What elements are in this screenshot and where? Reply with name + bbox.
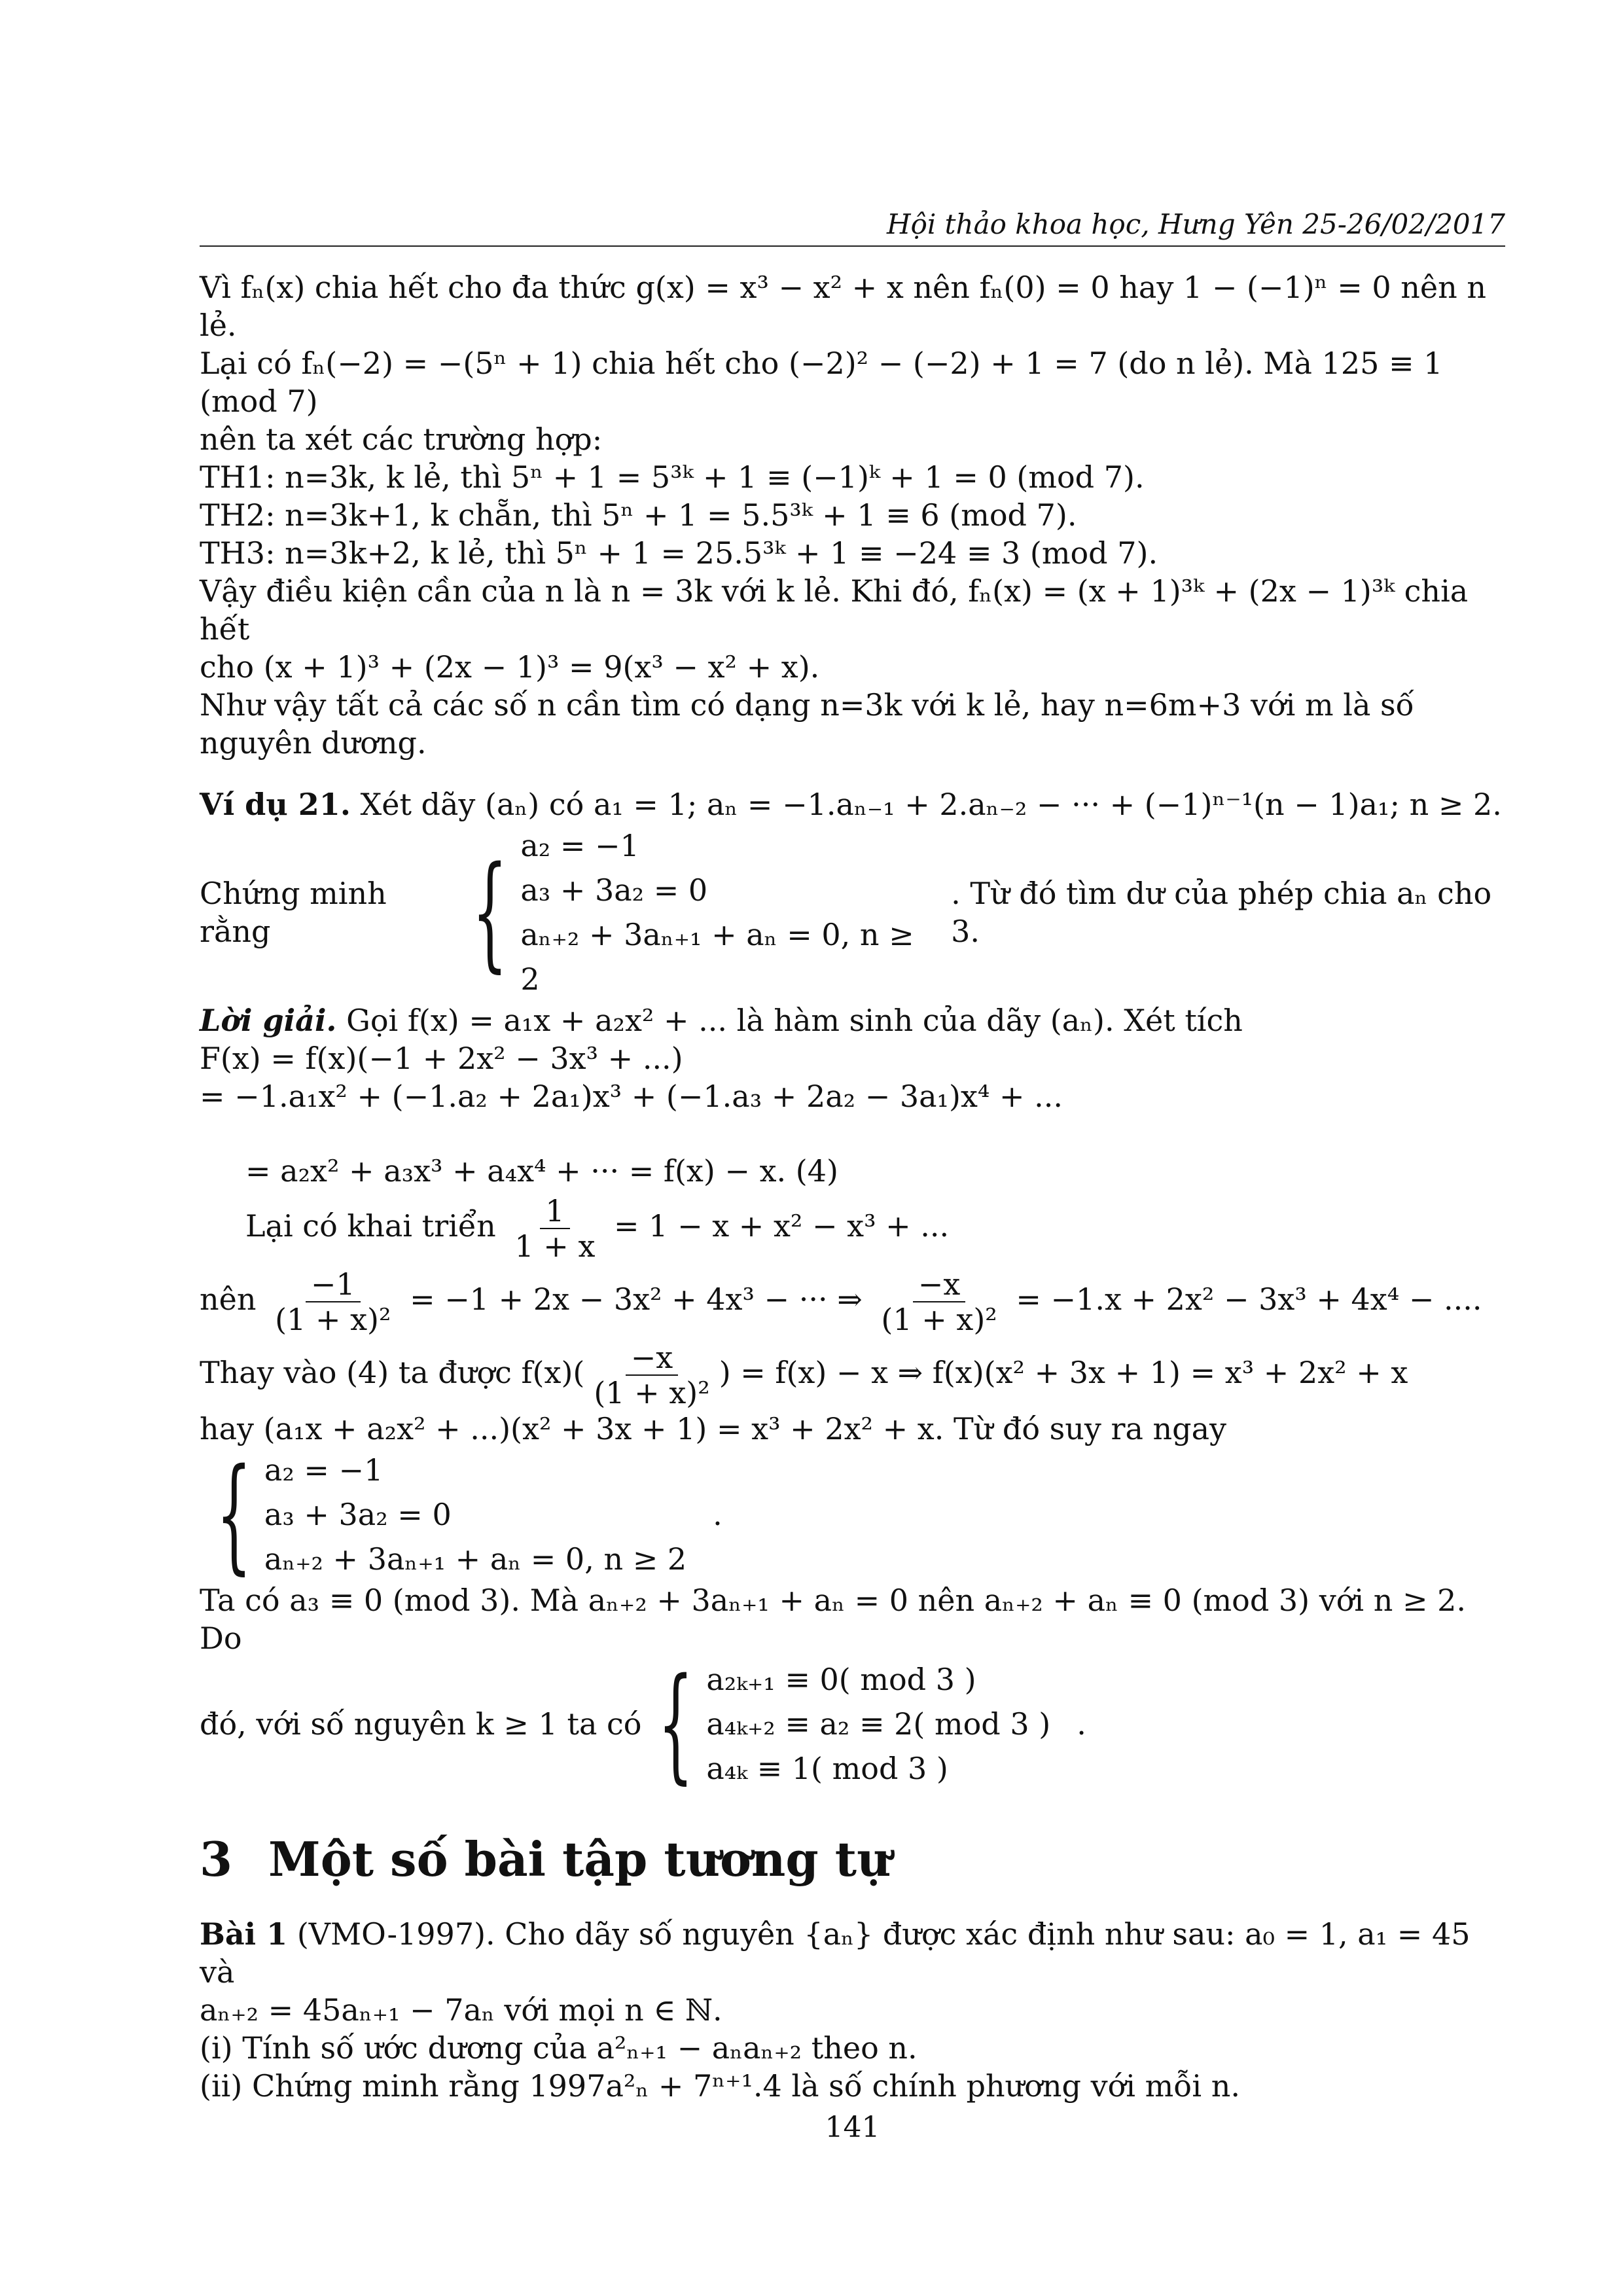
header-rule (200, 245, 1505, 247)
prove-prefix: Chứng minh rằng (200, 876, 387, 949)
fraction (876, 1267, 1002, 1336)
equation: aₙ₊₂ + 3aₙ₊₁ + aₙ = 0, n ≥ 2 (264, 1541, 687, 1577)
example-21-text: Xét dãy (aₙ) có a₁ = 1; aₙ = −1.aₙ₋₁ + 2.aₙ₋₂ − ··· + (−1)ⁿ⁻¹(n − 1)a₁; n ≥ 2. (360, 787, 1502, 822)
text-line: nên ta xét các trường hợp: (200, 422, 603, 457)
text-line: hay (a₁x + a₂x² + ...)(x² + 3x + 1) = x³ + 2x² + x. Từ đó suy ra ngay (200, 1411, 1227, 1446)
text-line: aₙ₊₂ = 45aₙ₊₁ − 7aₙ với mọi n ∈ ℕ. (200, 1992, 722, 2028)
derivative-suffix: = −1.x + 2x² − 3x³ + 4x⁴ − .... (1016, 1282, 1482, 1317)
text-line: Vậy điều kiện cần của n là n = 3k với k lẻ. Khi đó, fₙ(x) = (x + 1)³ᵏ + (2x − 1)³ᵏ chia hết (200, 573, 1469, 647)
system-suffix: . (713, 1497, 722, 1532)
solution-text: Gọi f(x) = a₁x + a₂x² + ... là hàm sinh của dãy (aₙ). Xét tích (346, 1003, 1243, 1038)
mod-cases (706, 1657, 1050, 1791)
prove-suffix: . Từ đó tìm dư của phép chia aₙ cho 3. (951, 876, 1492, 949)
equation: a₃ + 3a₂ = 0 (264, 1497, 452, 1532)
fraction-denominator: 1 + x (514, 1229, 596, 1264)
solution-label: Lời giải. (200, 1003, 337, 1038)
text-line: Như vậy tất cả các số n cần tìm có dạng n=3k với k lẻ, hay n=6m+3 với m là số nguyên dương. (200, 687, 1414, 761)
fraction-numerator: 1 (540, 1194, 569, 1229)
section-heading (200, 1830, 1505, 1889)
example-21-statement (200, 785, 1505, 823)
formula-line: F(x) = f(x)(−1 + 2x² − 3x³ + ...) (200, 1041, 683, 1076)
fraction-denominator: (1 + x)² (594, 1375, 710, 1410)
text-line: Lại có fₙ(−2) = −(5ⁿ + 1) chia hết cho (−2)² − (−2) + 1 = 7 (do n lẻ). Mà 125 ≡ 1 (mod 7) (200, 346, 1443, 419)
left-brace: { (658, 1651, 694, 1796)
example-21-label: Ví dụ 21. (200, 787, 351, 822)
solution-intro (200, 1001, 1505, 1039)
congruence: a₄ₖ ≡ 1( mod 3 ) (706, 1751, 948, 1786)
equation: aₙ₊₂ + 3aₙ₊₁ + aₙ = 0, n ≥ 2 (520, 917, 914, 997)
example-21-prove (200, 823, 1505, 1001)
section-number: 3 (200, 1831, 233, 1887)
expansion-suffix: = 1 − x + x² − x³ + ... (614, 1208, 950, 1244)
text-line: cho (x + 1)³ + (2x − 1)³ = 9(x³ − x² + x). (200, 649, 820, 685)
congruence: a₄ₖ₊₂ ≡ a₂ ≡ 2( mod 3 ) (706, 1706, 1051, 1742)
congruence: a₂ₖ₊₁ ≡ 0( mod 3 ) (706, 1662, 976, 1697)
fraction-numerator: −x (913, 1267, 966, 1302)
exercise-part-ii: (ii) Chứng minh rằng 1997a²ₙ + 7ⁿ⁺¹.4 là số chính phương với mỗi n. (200, 2068, 1240, 2104)
derivative-mid: = −1 + 2x − 3x² + 4x³ − ··· ⇒ (410, 1282, 863, 1317)
page-body (200, 268, 1505, 2105)
substitution-line (200, 1336, 1505, 1410)
equation: a₂ = −1 (520, 828, 639, 863)
case-th1: TH1: n=3k, k lẻ, thì 5ⁿ + 1 = 5³ᵏ + 1 ≡ (−1)ᵏ + 1 = 0 (mod 7). (200, 459, 1145, 495)
fraction-numerator: −x (626, 1340, 679, 1376)
substitution-suffix: ) = f(x) − x ⇒ f(x)(x² + 3x + 1) = x³ + 2x² + x (719, 1355, 1408, 1390)
derivative-line (200, 1263, 1505, 1336)
conclusion-suffix: . (1077, 1706, 1086, 1742)
running-header: Hội thảo khoa học, Hưng Yên 25-26/02/2017 (886, 208, 1505, 240)
fraction (588, 1340, 715, 1410)
fraction (270, 1267, 396, 1336)
equation: a₂ = −1 (264, 1452, 383, 1488)
left-brace: { (216, 1442, 252, 1587)
exercise-text: Cho dãy số nguyên {aₙ} được xác định như sau: a₀ = 1, a₁ = 45 và (200, 1916, 1471, 1990)
fraction-denominator: (1 + x)² (275, 1302, 391, 1337)
fraction-numerator: −1 (306, 1267, 361, 1302)
formula-line: = −1.a₁x² + (−1.a₂ + 2a₁)x³ + (−1.a₃ + 2a₂ − 3a₁)x⁴ + ... (200, 1079, 1063, 1114)
exercise-source: (VMO-1997). (296, 1916, 495, 1952)
case-th3: TH3: n=3k+2, k lẻ, thì 5ⁿ + 1 = 25.5³ᵏ + 1 ≡ −24 ≡ 3 (mod 7). (200, 535, 1158, 571)
derivative-prefix: nên (200, 1282, 257, 1317)
expansion-prefix: Lại có khai triển (245, 1208, 496, 1244)
text-line: Vì fₙ(x) chia hết cho đa thức g(x) = x³ − x² + x nên fₙ(0) = 0 hay 1 − (−1)ⁿ = 0 nên n lẻ. (200, 270, 1486, 343)
system-of-equations (520, 823, 925, 1001)
exercise-part-i: (i) Tính số ước dương của a²ₙ₊₁ − aₙaₙ₊₂ theo n. (200, 2030, 918, 2066)
exercise-1-statement (200, 1915, 1505, 1991)
system-of-equations (264, 1448, 687, 1581)
fraction-denominator: (1 + x)² (881, 1302, 997, 1337)
mod-conclusion (200, 1651, 1505, 1796)
formula-line: = a₂x² + a₃x³ + a₄x⁴ + ··· = f(x) − x. (4) (245, 1153, 838, 1189)
section-title: Một số bài tập tương tự (268, 1831, 891, 1887)
case-th2: TH2: n=3k+1, k chẵn, thì 5ⁿ + 1 = 5.5³ᵏ + 1 ≡ 6 (mod 7). (200, 497, 1077, 533)
derived-system (200, 1442, 1505, 1587)
text-line: Ta có a₃ ≡ 0 (mod 3). Mà aₙ₊₂ + 3aₙ₊₁ + aₙ = 0 nên aₙ₊₂ + aₙ ≡ 0 (mod 3) với n ≥ 2. Do (200, 1583, 1467, 1656)
left-brace: { (472, 840, 508, 984)
page-number: 141 (825, 2111, 880, 2144)
conclusion-prefix: đó, với số nguyên k ≥ 1 ta có (200, 1706, 642, 1742)
equation: a₃ + 3a₂ = 0 (520, 872, 708, 908)
exercise-label: Bài 1 (200, 1916, 288, 1952)
substitution-prefix: Thay vào (4) ta được f(x)( (200, 1355, 585, 1390)
fraction (509, 1194, 600, 1263)
expansion-line (200, 1190, 1505, 1263)
